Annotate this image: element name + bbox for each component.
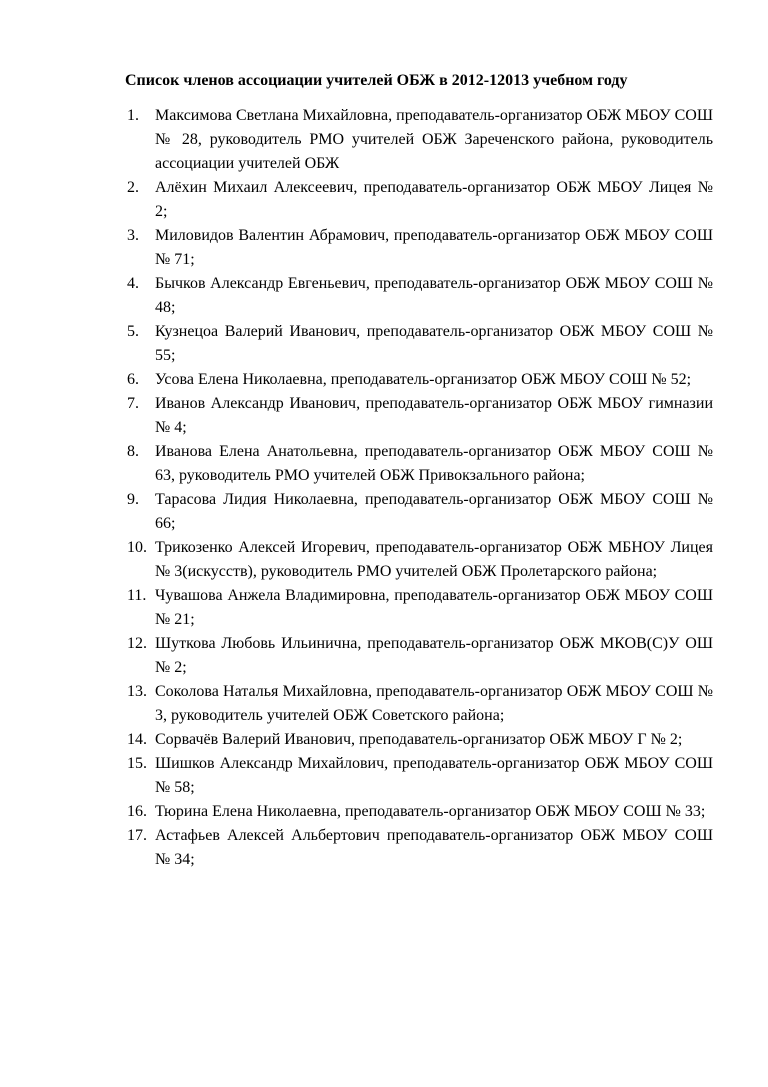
- list-item: [0, 752, 768, 800]
- list-item-text: Сорвачёв Валерий Иванович, преподаватель-организатор ОБЖ МБОУ Г № 2;: [155, 731, 683, 748]
- list-item-number: 12.: [127, 635, 147, 652]
- list-item-number: 8.: [127, 443, 139, 460]
- list-item-text: Чувашова Анжела Владимировна, преподаватель-организатор ОБЖ МБОУ СОШ № 21;: [155, 587, 713, 628]
- list-item-number: 14.: [127, 731, 147, 748]
- list-item: [0, 632, 768, 680]
- list-item-number: 13.: [127, 683, 147, 700]
- list-item-text: Трикозенко Алексей Игоревич, преподаватель-организатор ОБЖ МБНОУ Лицея № 3(искусств), руководитель РМО учителей ОБЖ Пролетарского района;: [155, 539, 713, 580]
- list-item: [0, 392, 768, 440]
- list-item: [0, 728, 768, 752]
- list-item-text: Соколова Наталья Михайловна, преподаватель-организатор ОБЖ МБОУ СОШ № 3, руководитель учителей ОБЖ Советского района;: [155, 683, 713, 724]
- list-item-number: 17.: [127, 827, 147, 844]
- list-item-number: 4.: [127, 275, 139, 292]
- list-item-number: 5.: [127, 323, 139, 340]
- list-item-number: 11.: [127, 587, 147, 604]
- list-item-text: Бычков Александр Евгеньевич, преподаватель-организатор ОБЖ МБОУ СОШ № 48;: [155, 275, 713, 316]
- list-item: [0, 320, 768, 368]
- list-item-text: Шуткова Любовь Ильинична, преподаватель-организатор ОБЖ МКОВ(С)У ОШ № 2;: [155, 635, 713, 676]
- list-item-text: Иванова Елена Анатольевна, преподаватель-организатор ОБЖ МБОУ СОШ № 63, руководитель РМО учителей ОБЖ Привокзального района;: [155, 443, 713, 484]
- list-item: [0, 584, 768, 632]
- list-item-text: Иванов Александр Иванович, преподаватель-организатор ОБЖ МБОУ гимназии № 4;: [155, 395, 713, 436]
- members-list: [0, 104, 768, 872]
- list-item: [0, 224, 768, 272]
- list-item-number: 15.: [127, 755, 147, 772]
- list-item-text: Алёхин Михаил Алексеевич, преподаватель-организатор ОБЖ МБОУ Лицея № 2;: [155, 179, 713, 220]
- list-item-number: 6.: [127, 371, 139, 388]
- list-item: [0, 536, 768, 584]
- list-item-number: 9.: [127, 491, 139, 508]
- list-item: [0, 800, 768, 824]
- list-item: [0, 488, 768, 536]
- list-item-text: Тарасова Лидия Николаевна, преподаватель-организатор ОБЖ МБОУ СОШ № 66;: [155, 491, 713, 532]
- list-item-text: Шишков Александр Михайлович, преподаватель-организатор ОБЖ МБОУ СОШ № 58;: [155, 755, 713, 796]
- list-item-text: Максимова Светлана Михайловна, преподаватель-организатор ОБЖ МБОУ СОШ № 28, руководитель РМО учителей ОБЖ Зареченского района, руководитель ассоциации учителей ОБЖ: [155, 107, 713, 172]
- list-item-number: 3.: [127, 227, 139, 244]
- list-item-number: 2.: [127, 179, 139, 196]
- list-item: [0, 368, 768, 392]
- list-item-text: Астафьев Алексей Альбертович преподаватель-организатор ОБЖ МБОУ СОШ № 34;: [155, 827, 713, 868]
- list-item: [0, 680, 768, 728]
- list-item-number: 7.: [127, 395, 139, 412]
- document-title: Список членов ассоциации учителей ОБЖ в 2012-12013 учебном году: [125, 72, 628, 89]
- list-item: [0, 176, 768, 224]
- list-item: [0, 104, 768, 176]
- list-item-number: 16.: [127, 803, 147, 820]
- list-item-text: Тюрина Елена Николаевна, преподаватель-организатор ОБЖ МБОУ СОШ № 33;: [155, 803, 706, 820]
- list-item: [0, 824, 768, 872]
- list-item-text: Усова Елена Николаевна, преподаватель-организатор ОБЖ МБОУ СОШ № 52;: [155, 371, 692, 388]
- list-item: [0, 440, 768, 488]
- list-item-text: Кузнецоа Валерий Иванович, преподаватель-организатор ОБЖ МБОУ СОШ № 55;: [155, 323, 713, 364]
- list-item-text: Миловидов Валентин Абрамович, преподаватель-организатор ОБЖ МБОУ СОШ № 71;: [155, 227, 713, 268]
- list-item-number: 1.: [127, 107, 139, 124]
- list-item-number: 10.: [127, 539, 147, 556]
- list-item: [0, 272, 768, 320]
